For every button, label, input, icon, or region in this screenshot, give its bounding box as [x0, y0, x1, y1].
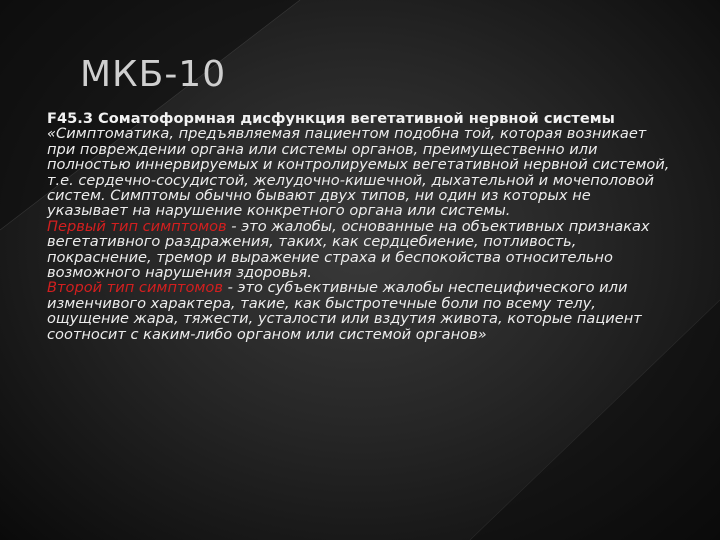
type1-paragraph [47, 219, 675, 281]
description-paragraph: «Симптоматика, предъявляемая пациентом подобна той, которая возникает при повреждении органа или системы органов, преимущественно или полностью иннервируемых и контролируемых вегетативной нервной системой, т.е. сердечно-сосудистой, желудочно-кишечной, дыхательной и мочеполовой систем. Симптомы обычно бывают двух типов, ни один из которых не указывает на нарушение конкретного органа или системы. [47, 125, 670, 220]
diagnosis-heading: F45.3 Соматоформная дисфункция вегетативной нервной системы [47, 110, 615, 127]
type2-text: - это субъективные жалобы неспецифического или изменчивого характера, такие, как быстротечные боли по всему телу, ощущение жара, тяжести, усталости или вздутия живота, которые пациент соотносит с каким-либо органом или системой органов» [47, 279, 642, 343]
type2-label: Второй тип симптомов [47, 279, 223, 297]
type2-paragraph [47, 280, 675, 342]
type1-text: - это жалобы, основанные на объективных признаках вегетативного раздражения, таких, как сердцебиение, потливость, покраснение, тремор и выражение страха и беспокойства относительно возможного нарушения здоровья. [47, 217, 650, 282]
type1-label: Первый тип симптомов [47, 217, 227, 235]
slide-content [47, 111, 675, 342]
slide-title: МКБ-10 [80, 54, 227, 95]
